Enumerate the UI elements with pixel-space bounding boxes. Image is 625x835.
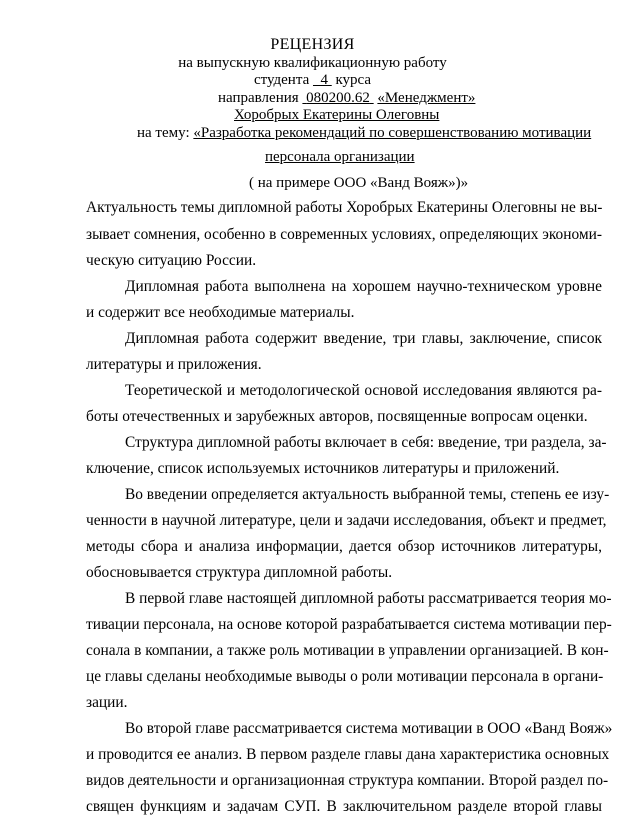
topic-line-2: персонала организации	[265, 149, 415, 165]
body-line: Во второй главе рассматривается система мотивации в ООО «Ванд Вояж»	[125, 720, 613, 737]
body-line: методы сбора и анализа информации, дается обзор источников литературы,	[86, 538, 602, 555]
body-line: Теоретической и методологической основой исследования являются ра-	[125, 382, 602, 399]
course-label: курса	[335, 72, 372, 88]
body-line: сонала в компании, а также роль мотивации в управлении организацией. В кон-	[86, 642, 609, 659]
body-line: и проводится ее анализ. В первом разделе главы дана характеристика основных	[86, 746, 610, 763]
topic-line-1	[137, 124, 591, 142]
topic-text-1: «Разработка рекомендаций по совершенствованию мотивации	[193, 125, 592, 141]
student-course-line	[0, 71, 625, 89]
body-line: зации.	[86, 694, 128, 711]
body-line: ческую ситуацию России.	[86, 252, 257, 269]
body-line: Дипломная работа содержит введение, три главы, заключение, список	[125, 330, 602, 347]
body-line: боты отечественных и зарубежных авторов, посвященные вопросам оценки.	[86, 408, 588, 425]
direction-code: 080200.62	[306, 90, 370, 106]
body-line: Структура дипломной работы включает в себя: введение, три раздела, за-	[125, 434, 607, 451]
body-line: зывает сомнения, особенно в современных условиях, определяющих экономи-	[86, 226, 602, 243]
direction-label: направления	[218, 90, 299, 106]
topic-line-3: ( на примере ООО «Ванд Вояж»)»	[249, 175, 469, 191]
body-line: и содержит все необходимые материалы.	[86, 304, 355, 321]
body-line: видов деятельности и организационная структура компании. Второй раздел по-	[86, 772, 609, 789]
body-line: обосновывается структура дипломной работы.	[86, 564, 393, 581]
body-line: Во введении определяется актуальность выбранной темы, степень ее изу-	[125, 486, 610, 503]
topic-label: на тему:	[137, 125, 190, 141]
student-name: Хоробрых Екатерины Олеговны	[234, 107, 440, 123]
body-line: В первой главе настоящей дипломной работы рассматривается теория мо-	[125, 590, 612, 607]
body-line: литературы и приложения.	[86, 356, 262, 373]
course-number: 4	[320, 72, 328, 88]
body-line: священ функциям и задачам СУП. В заключительном разделе второй главы	[86, 798, 602, 815]
direction-name: «Менеджмент»	[377, 90, 476, 106]
student-label: студента	[253, 72, 310, 88]
body-line: ченности в научной литературе, цели и задачи исследования, объект и предмет,	[86, 512, 607, 529]
document-subtitle: на выпускную квалификационную работу	[178, 55, 447, 71]
body-line: Актуальность темы дипломной работы Хоробрых Екатерины Олеговны не вы-	[86, 199, 603, 216]
document-title: РЕЦЕНЗИЯ	[270, 36, 355, 53]
body-line: ключение, список используемых источников литературы и приложений.	[86, 460, 560, 477]
body-line: це главы сделаны необходимые выводы о роли мотивации персонала в органи-	[86, 668, 604, 685]
direction-line	[218, 89, 475, 107]
body-line: тивации персонала, на основе которой разрабатывается система мотивации пер-	[86, 616, 612, 633]
body-line: Дипломная работа выполнена на хорошем научно-техническом уровне	[125, 278, 602, 295]
